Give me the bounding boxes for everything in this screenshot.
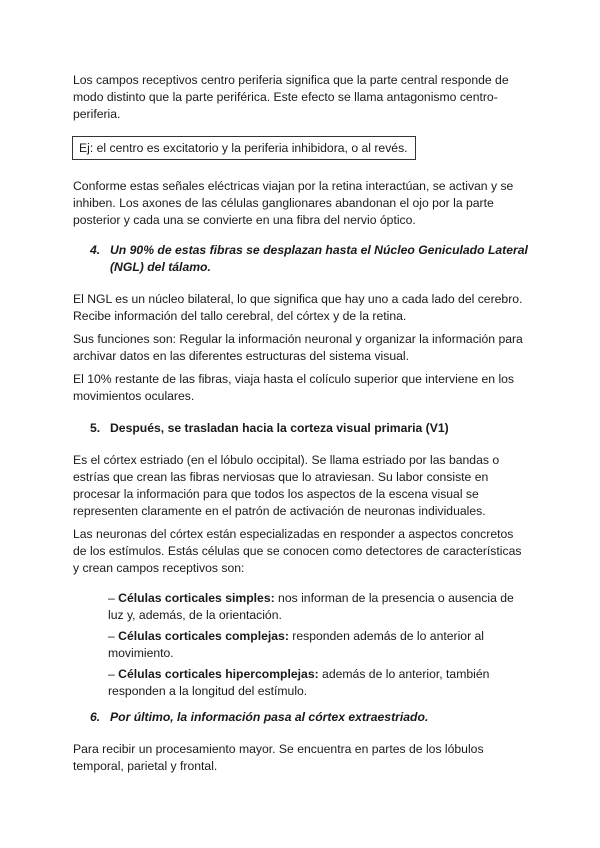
term-complex: Células corticales complejas:: [118, 629, 289, 643]
paragraph-striate-cortex: Es el córtex estriado (en el lóbulo occipital). Se llama estriado por las bandas o estrías que crean las fibras nerviosas que lo atraviesan. Su labor consiste en procesar la información para que todos los aspectos de la escena visual se representen claramente en el patrón de activación de neuronas individuales.: [73, 453, 500, 518]
paragraph-functions: Sus funciones son: Regular la información neuronal y organizar la información para archivar datos en las diferentes estructuras del sistema visual.: [73, 332, 523, 363]
term-hypercomplex: Células corticales hipercomplejas:: [118, 667, 319, 681]
heading-text: Después, se trasladan hacia la corteza visual primaria (V1): [110, 421, 449, 435]
example-box: Ej: el centro es excitatorio y la periferia inhibidora, o al revés.: [72, 136, 416, 160]
heading-number: 6.: [90, 710, 101, 724]
heading-number: 5.: [90, 421, 101, 435]
paragraph-center-periphery: Los campos receptivos centro periferia significa que la parte central responde de modo distinto que la parte periférica. Este efecto se llama antagonismo centro-periferia.: [73, 73, 509, 121]
heading-text: Por último, la información pasa al córtex extraestriado.: [110, 710, 429, 724]
term-simple: Células corticales simples:: [118, 591, 275, 605]
heading-step-6: [90, 709, 530, 726]
heading-step-4: [90, 242, 530, 276]
heading-text: Un 90% de estas fibras se desplazan hasta el Núcleo Geniculado Lateral: [110, 243, 528, 257]
paragraph-retina-signals: Conforme estas señales eléctricas viajan por la retina interactúan, se activan y se inhiben. Los axones de las células ganglionares abandonan el ojo por la parte posterior y cada una se convierte en una fibra del nervio óptico.: [73, 179, 514, 227]
heading-text-continued: (NGL) del tálamo.: [110, 260, 211, 274]
paragraph-colliculus: El 10% restante de las fibras, viaja hasta el colículo superior que interviene en los movimientos oculares.: [73, 372, 515, 403]
list-item-complex-cells: – Células corticales complejas: responden además de lo anterior al movimiento.: [108, 629, 484, 660]
list-item-simple-cells: – Células corticales simples: nos informan de la presencia o ausencia de luz y, además, de la orientación.: [108, 591, 514, 622]
cell-types-list: [108, 590, 528, 704]
heading-number: 4.: [90, 243, 101, 257]
heading-step-5: [90, 420, 530, 437]
list-item-hypercomplex-cells: – Células corticales hipercomplejas: además de lo anterior, también responden a la longitud del estímulo.: [108, 667, 490, 698]
paragraph-ngl: El NGL es un núcleo bilateral, lo que significa que hay uno a cada lado del cerebro. Recibe información del tallo cerebral, del córtex y de la retina.: [73, 292, 523, 323]
paragraph-cortex-neurons: Las neuronas del córtex están especializadas en responder a aspectos concretos de los estímulos. Estás células que se conocen como detectores de características y crean campos receptivos son:: [73, 527, 522, 575]
paragraph-extrastriate: Para recibir un procesamiento mayor. Se encuentra en partes de los lóbulos temporal, parietal y frontal.: [73, 742, 484, 773]
